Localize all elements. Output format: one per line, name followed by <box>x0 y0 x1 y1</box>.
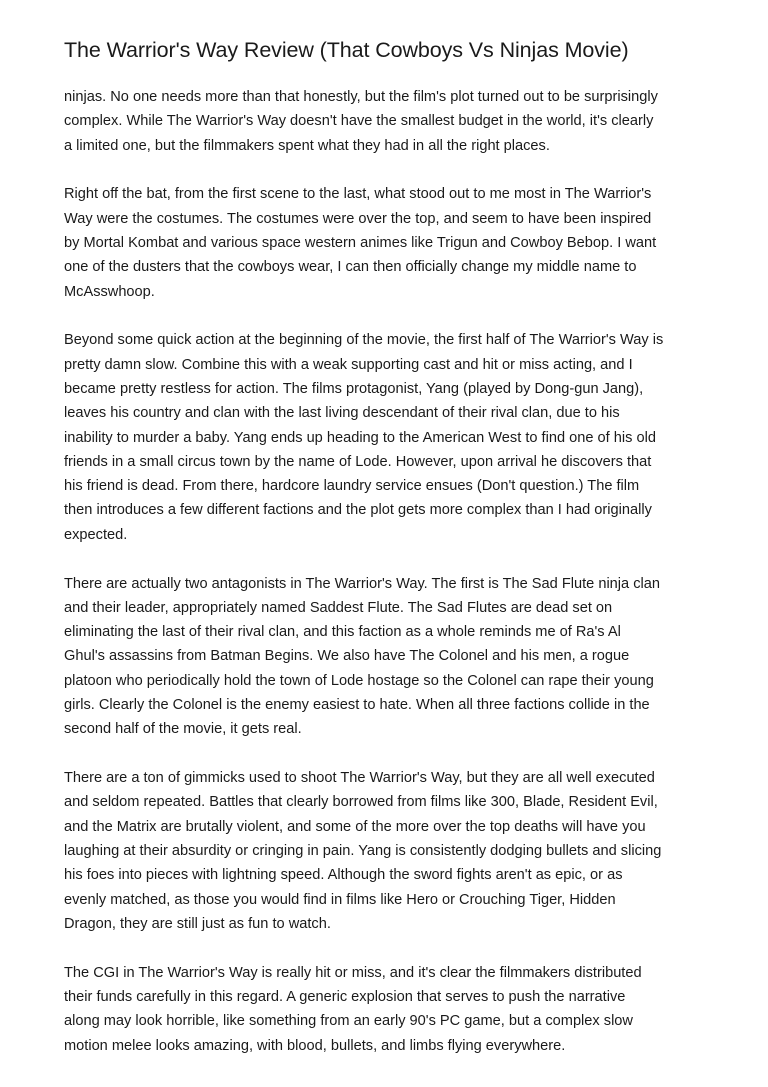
paragraph-line: one of the dusters that the cowboys wear, I can then officially change my middle name to <box>64 259 637 276</box>
paragraph-line: and seldom repeated. Battles that clearly borrowed from films like 300, Blade, Resident Evil, <box>64 794 658 811</box>
document-body <box>64 85 724 1058</box>
paragraph-line: along may look horrible, like something from an early 90's PC game, but a complex slow <box>64 1013 633 1030</box>
paragraph-line: evenly matched, as those you would find in films like Hero or Crouching Tiger, Hidden <box>64 891 616 908</box>
body-paragraph <box>64 328 724 547</box>
paragraph-line: leaves his country and clan with the last living descendant of their rival clan, due to his <box>64 405 620 422</box>
paragraph-line: McAsswhoop. <box>64 283 155 300</box>
paragraph-line: motion melee looks amazing, with blood, bullets, and limbs flying everywhere. <box>64 1037 566 1054</box>
paragraph-line: There are actually two antagonists in The Warrior's Way. The first is The Sad Flute ninja clan <box>64 575 660 592</box>
paragraph-line: a limited one, but the filmmakers spent what they had in all the right places. <box>64 137 550 154</box>
paragraph-line: expected. <box>64 526 128 543</box>
paragraph-line: then introduces a few different factions and the plot gets more complex than I had originally <box>64 502 652 519</box>
document-title: The Warrior's Way Review (That Cowboys Vs Ninjas Movie) <box>64 38 629 62</box>
paragraph-line: and their leader, appropriately named Saddest Flute. The Sad Flutes are dead set on <box>64 599 613 616</box>
paragraph-line: eliminating the last of their rival clan, and this faction as a whole reminds me of Ra's Al <box>64 624 621 641</box>
paragraph-line: Right off the bat, from the first scene to the last, what stood out to me most in The Warrior's <box>64 186 652 203</box>
body-paragraph <box>64 182 724 303</box>
body-paragraph <box>64 572 724 742</box>
body-paragraph <box>64 85 724 158</box>
paragraph-line: became pretty restless for action. The films protagonist, Yang (played by Dong-gun Jang), <box>64 380 644 397</box>
document-page <box>64 0 724 1082</box>
body-paragraph <box>64 766 724 936</box>
paragraph-line: and the Matrix are brutally violent, and some of the more over the top deaths will have you <box>64 818 646 835</box>
paragraph-line: complex. While The Warrior's Way doesn't have the smallest budget in the world, it's clearly <box>64 113 654 130</box>
paragraph-line: second half of the movie, it gets real. <box>64 721 302 738</box>
paragraph-line: ninjas. No one needs more than that honestly, but the film's plot turned out to be surprisingly <box>64 89 658 105</box>
paragraph-line: friends in a small circus town by the name of Lode. However, upon arrival he discovers that <box>64 453 652 470</box>
paragraph-line: Dragon, they are still just as fun to watch. <box>64 915 331 932</box>
paragraph-line: their funds carefully in this regard. A generic explosion that serves to push the narrative <box>64 989 626 1005</box>
paragraph-line: Beyond some quick action at the beginning of the movie, the first half of The Warrior's Way is <box>64 332 664 349</box>
paragraph-line: pretty damn slow. Combine this with a weak supporting cast and hit or miss acting, and I <box>64 356 633 373</box>
paragraph-line: his friend is dead. From there, hardcore laundry service ensues (Don't question.) The film <box>64 478 640 495</box>
paragraph-line: girls. Clearly the Colonel is the enemy easiest to hate. When all three factions collide in the <box>64 697 650 714</box>
paragraph-line: by Mortal Kombat and various space western animes like Trigun and Cowboy Bebop. I want <box>64 234 657 251</box>
body-paragraph <box>64 961 724 1058</box>
paragraph-line: The CGI in The Warrior's Way is really hit or miss, and it's clear the filmmakers distributed <box>64 964 642 981</box>
paragraph-line: There are a ton of gimmicks used to shoot The Warrior's Way, but they are all well executed <box>64 770 655 787</box>
paragraph-line: Ghul's assassins from Batman Begins. We also have The Colonel and his men, a rogue <box>64 648 630 665</box>
paragraph-line: inability to murder a baby. Yang ends up heading to the American West to find one of his old <box>64 429 656 446</box>
paragraph-line: platoon who periodically hold the town of Lode hostage so the Colonel can rape their young <box>64 672 654 689</box>
paragraph-line: his foes into pieces with lightning speed. Although the sword fights aren't as epic, or as <box>64 867 623 884</box>
paragraph-line: laughing at their absurdity or cringing in pain. Yang is consistently dodging bullets and slicing <box>64 843 662 860</box>
paragraph-line: Way were the costumes. The costumes were over the top, and seem to have been inspired <box>64 210 652 227</box>
